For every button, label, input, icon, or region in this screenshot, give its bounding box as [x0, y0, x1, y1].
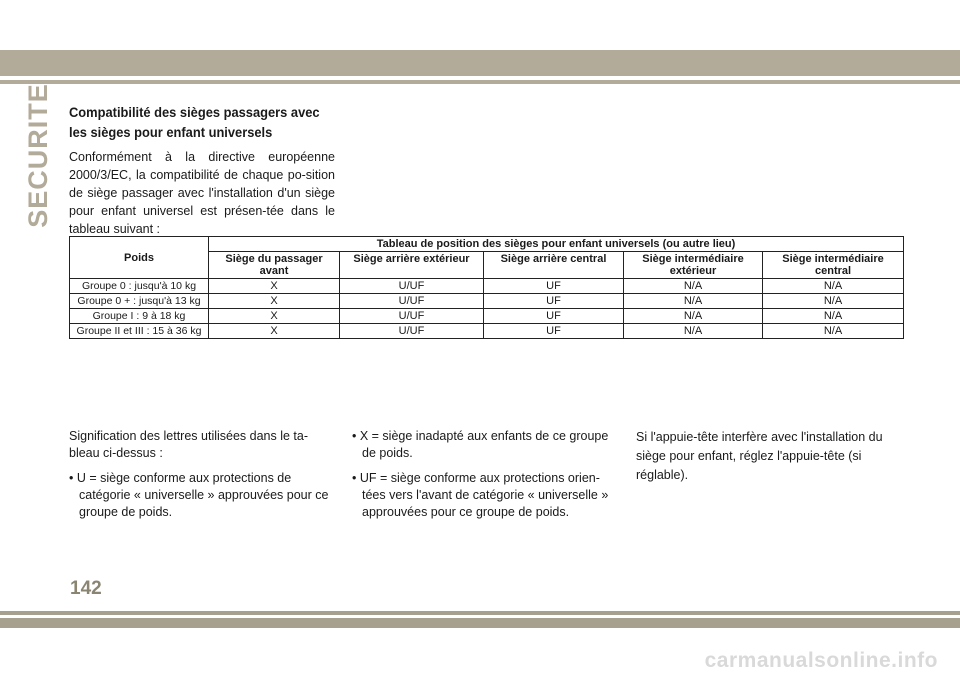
- row-group: Groupe II et III : 15 à 36 kg: [70, 324, 209, 339]
- table-cell: X: [209, 279, 340, 294]
- table-cell: N/A: [763, 309, 904, 324]
- table-cell: UF: [484, 279, 624, 294]
- table-cell: N/A: [763, 279, 904, 294]
- row-group: Groupe 0 : jusqu'à 10 kg: [70, 279, 209, 294]
- table-cell: U/UF: [340, 294, 484, 309]
- headrest-note: Si l'appuie-tête interfère avec l'installation du siège pour enfant, réglez l'appuie-tête (si réglable).: [636, 430, 883, 482]
- table-row: [70, 279, 904, 294]
- table-cell: U/UF: [340, 279, 484, 294]
- header-group: Tableau de position des sièges pour enfant universels (ou autre lieu): [209, 237, 904, 252]
- table-cell: N/A: [763, 324, 904, 339]
- table-cell: U/UF: [340, 309, 484, 324]
- table-cell: N/A: [624, 279, 763, 294]
- table-cell: U/UF: [340, 324, 484, 339]
- footer-rule: [0, 611, 960, 615]
- header-poids: Poids: [70, 237, 209, 279]
- footer-band: [0, 618, 960, 628]
- table-cell: UF: [484, 324, 624, 339]
- section-tab-label: SECURITE: [22, 82, 53, 228]
- section-heading: Compatibilité des sièges passagers avec les sièges pour enfant universels: [69, 104, 320, 140]
- legend-item-x: • X = siège inadapté aux enfants de ce groupe de poids.: [352, 429, 609, 460]
- table-cell: UF: [484, 309, 624, 324]
- header-rule: [0, 80, 960, 84]
- header-col: Siège du passager avant: [209, 252, 340, 279]
- page-number: 142: [70, 578, 102, 599]
- table-cell: X: [209, 309, 340, 324]
- headrest-note-column: [636, 428, 904, 493]
- table-cell: N/A: [624, 309, 763, 324]
- table-cell: X: [209, 294, 340, 309]
- table-row: [70, 324, 904, 339]
- row-group: Groupe 0 + : jusqu'à 13 kg: [70, 294, 209, 309]
- watermark: carmanualsonline.info: [704, 649, 938, 672]
- legend-item-uf: • UF = siège conforme aux protections orien-tées vers l'avant de catégorie « universelle » approuvées pour ce groupe de poids.: [352, 471, 609, 519]
- table-cell: X: [209, 324, 340, 339]
- header-band: [0, 50, 960, 76]
- table-row: [70, 294, 904, 309]
- intro-paragraph: Conformément à la directive européenne 2000/3/EC, la compatibilité de chaque po-sition de siège passager avec l'installation d'un siège pour enfant universel est présen-tée dans le tableau suivant :: [69, 150, 335, 236]
- legend-item-u: • U = siège conforme aux protections de catégorie « universelle » approuvées pour ce groupe de poids.: [69, 471, 329, 519]
- header-col: Siège intermédiaire central: [763, 252, 904, 279]
- table-cell: UF: [484, 294, 624, 309]
- table-row: [70, 309, 904, 324]
- table-cell: N/A: [763, 294, 904, 309]
- header-col: Siège intermédiaire extérieur: [624, 252, 763, 279]
- header-col: Siège arrière extérieur: [340, 252, 484, 279]
- header-col: Siège arrière central: [484, 252, 624, 279]
- legend-intro: Signification des lettres utilisées dans le ta-bleau ci-dessus :: [69, 429, 309, 460]
- table-cell: N/A: [624, 294, 763, 309]
- table-cell: N/A: [624, 324, 763, 339]
- section-tab: [18, 82, 58, 228]
- compatibility-table: [69, 236, 904, 339]
- row-group: Groupe I : 9 à 18 kg: [70, 309, 209, 324]
- legend-column-2: [352, 428, 620, 529]
- legend-column: [69, 428, 335, 529]
